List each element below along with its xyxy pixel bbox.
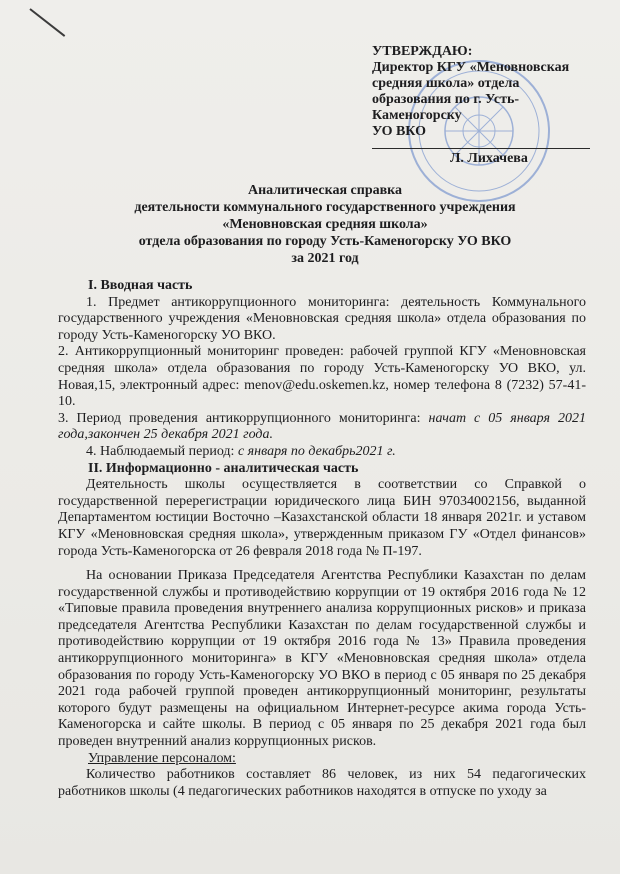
section-1-item-4 bbox=[58, 444, 586, 461]
section-2-paragraph-2: На основании Приказа Председателя Агентства Республики Казахстан по делам государственной службы и противодействию коррупции от 19 октября 2016 года № 12 «Типовые правила проведения внутреннего анализа коррупционных рисков» и приказа председателя Агентства Республики Казахстан по делам государственной службы и противодействию коррупции от 19 октября 2016 года № 13» Правила проведения антикоррупционного мониторинга» в КГУ «Меновновская средняя школа» отдела образования по городу Усть-Каменогорску УО ВКО в период с 05 января по 25 декабря 2021 года рабочей группой проведен антикоррупционный мониторинг, результаты которого будут размещены на официальном Интернет-ресурсе акима города Усть-Каменогорска и сайте школы. В период с 05 января по 25 декабря 2021 года был проведен внутренний анализ коррупционных рисков. bbox=[58, 568, 586, 750]
item-4-label: 4. Наблюдаемый период: bbox=[86, 443, 238, 459]
item-4-value: с января по декабрь2021 г. bbox=[237, 443, 396, 459]
title-line-1: Аналитическая справка bbox=[247, 183, 403, 198]
title-line-5: за 2021 год bbox=[291, 251, 359, 266]
section-2-heading: II. Информационно - аналитическая часть bbox=[88, 460, 359, 476]
section-1-item-3 bbox=[58, 411, 586, 444]
section-1-item-1: 1. Предмет антикоррупционного мониторинга: деятельность Коммунального государственного учреждения «Меновновская средняя школа» отдела образования по городу Усть-Каменогорску УО ВКО. bbox=[58, 294, 586, 343]
title-line-2: деятельности коммунального государственного учреждения bbox=[134, 200, 516, 215]
approval-position: Директор КГУ «Меновновская bbox=[372, 60, 570, 75]
approval-position-4: Каменогорску bbox=[372, 108, 462, 123]
approval-block bbox=[372, 44, 602, 167]
title-line-3: «Меновновская средняя школа» bbox=[222, 217, 428, 232]
section-1-item-2: 2. Антикоррупционный мониторинг проведен: рабочей группой КГУ «Меновновская средняя школа» отдела образования по городу Усть-Каменогорску УО ВКО, ул. Новая,15, электронный адрес: menov@edu.oskemen.kz, номер телефона 8 (7232) 57-41-10. bbox=[58, 344, 586, 410]
approval-signature: Л. Лихачева bbox=[372, 148, 590, 167]
section-2-paragraph-1: Деятельность школы осуществляется в соответствии со Справкой о государственной перерегистрации юридического лица БИН 97034002156, выданной Департаментом юстиции Восточно –Казахстанской области 18 января 2021г. и уставом КГУ «Меновновская средняя школа», утвержденным приказом ГУ «Отдел финансов» города Усть-Каменогорска от 26 февраля 2018 года № П-197. bbox=[58, 477, 586, 559]
item-3-label: 3. Период проведения антикоррупционного мониторинга: bbox=[58, 410, 429, 426]
approval-heading: УТВЕРЖДАЮ: bbox=[372, 44, 473, 59]
corner-pen-mark bbox=[29, 8, 65, 37]
document-body bbox=[58, 278, 586, 800]
approval-position-5: УО ВКО bbox=[372, 124, 426, 139]
title-line-4: отдела образования по городу Усть-Каменогорску УО ВКО bbox=[138, 234, 512, 249]
document-title bbox=[70, 182, 580, 267]
section-1-heading: I. Вводная часть bbox=[88, 278, 193, 293]
approval-position-3: образования по г. Усть- bbox=[372, 92, 520, 107]
section-2-subheading: Управление персоналом: bbox=[88, 750, 236, 766]
section-2-paragraph-3: Количество работников составляет 86 человек, из них 54 педагогических работников школы (4 педагогических работников находятся в отпуске по уходу за bbox=[58, 767, 586, 799]
item-3-value: начат с 05 января 2021 года,закончен 25 декабря 2021 года. bbox=[58, 410, 586, 443]
approval-position-2: средняя школа» отдела bbox=[372, 76, 520, 91]
